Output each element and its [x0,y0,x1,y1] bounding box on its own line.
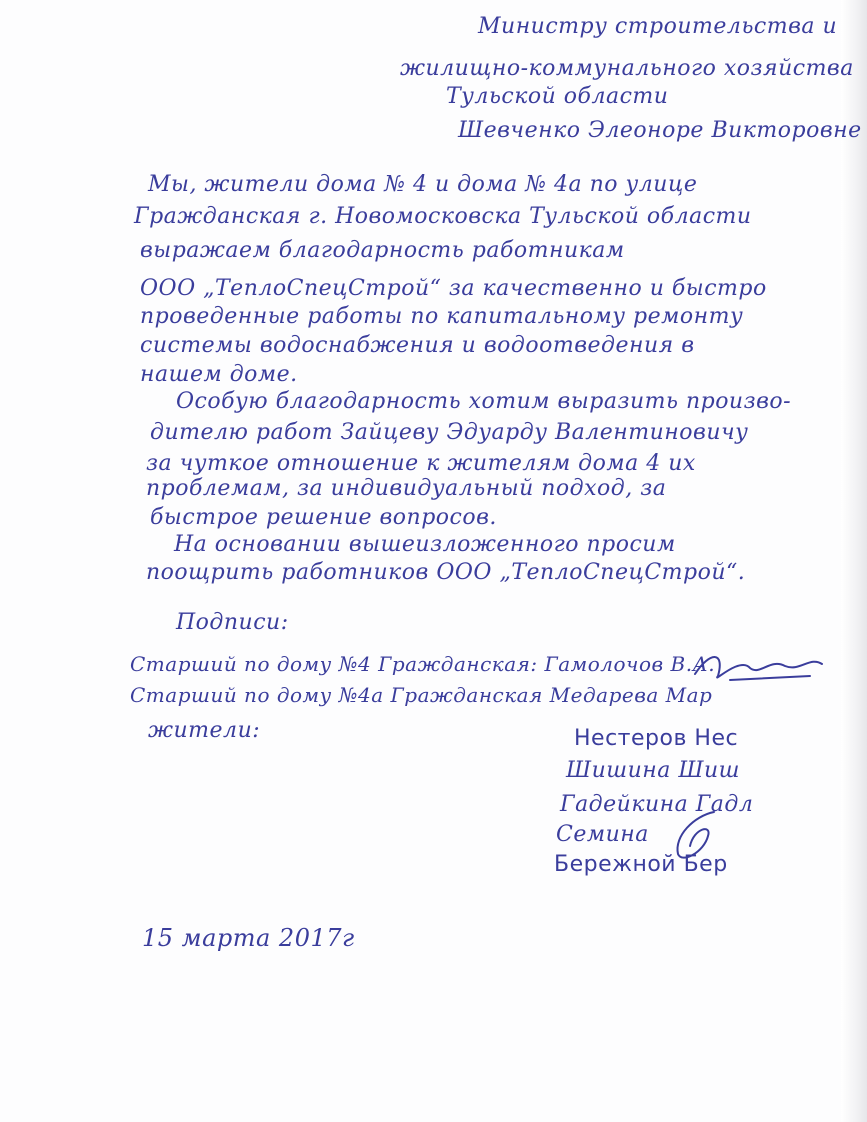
resident-signature: Бережной Бер [554,852,728,877]
signature-scribble-1 [690,646,830,686]
residents-label: жители: [148,718,261,743]
senior-signature-2: Старший по дому №4а Гражданская Медарева Мар [130,683,713,707]
body-line: нашем доме. [140,362,298,387]
body-line: проведенные работы по капитальному ремонту [140,304,744,329]
signatures-heading: Подписи: [176,610,289,635]
body-line: выражаем благодарность работникам [140,238,625,263]
body-line: системы водоснабжения и водоотведения в [140,333,695,358]
addressee-line-3: Тульской области [446,84,669,109]
body-line: поощрить работников ООО „ТеплоСпецСтрой“. [146,560,746,585]
letter-date: 15 марта 2017г [142,924,355,952]
body-line: быстрое решение вопросов. [150,505,497,530]
addressee-line-1: Министру строительства и [478,14,838,39]
body-line: Мы, жители дома № 4 и дома № 4а по улице [148,172,698,197]
body-line: проблемам, за индивидуальный подход, за [146,476,667,501]
body-line: Особую благодарность хотим выразить произво- [176,389,792,414]
addressee-line-2: жилищно-коммунального хозяйства [400,56,854,81]
body-line: за чуткое отношение к жителям дома 4 их [146,451,696,476]
resident-signature: Шишина Шиш [566,758,740,783]
paper-edge [841,0,867,1122]
body-line: Гражданская г. Новомосковска Тульской области [134,204,752,229]
body-line: ООО „ТеплоСпецСтрой“ за качественно и быстро [140,276,767,301]
resident-signature: Гадейкина Гадл [560,792,754,817]
resident-signature: Нестеров Нес [574,726,739,751]
senior-signature-1: Старший по дому №4 Гражданская: Гамолочов В.А. [130,652,716,676]
body-line: На основании вышеизложенного просим [174,532,676,557]
body-line: дителю работ Зайцеву Эдуарду Валентиновичу [150,420,749,445]
resident-signature: Семина [556,822,649,847]
addressee-line-4: Шевченко Элеоноре Викторовне [458,118,862,143]
